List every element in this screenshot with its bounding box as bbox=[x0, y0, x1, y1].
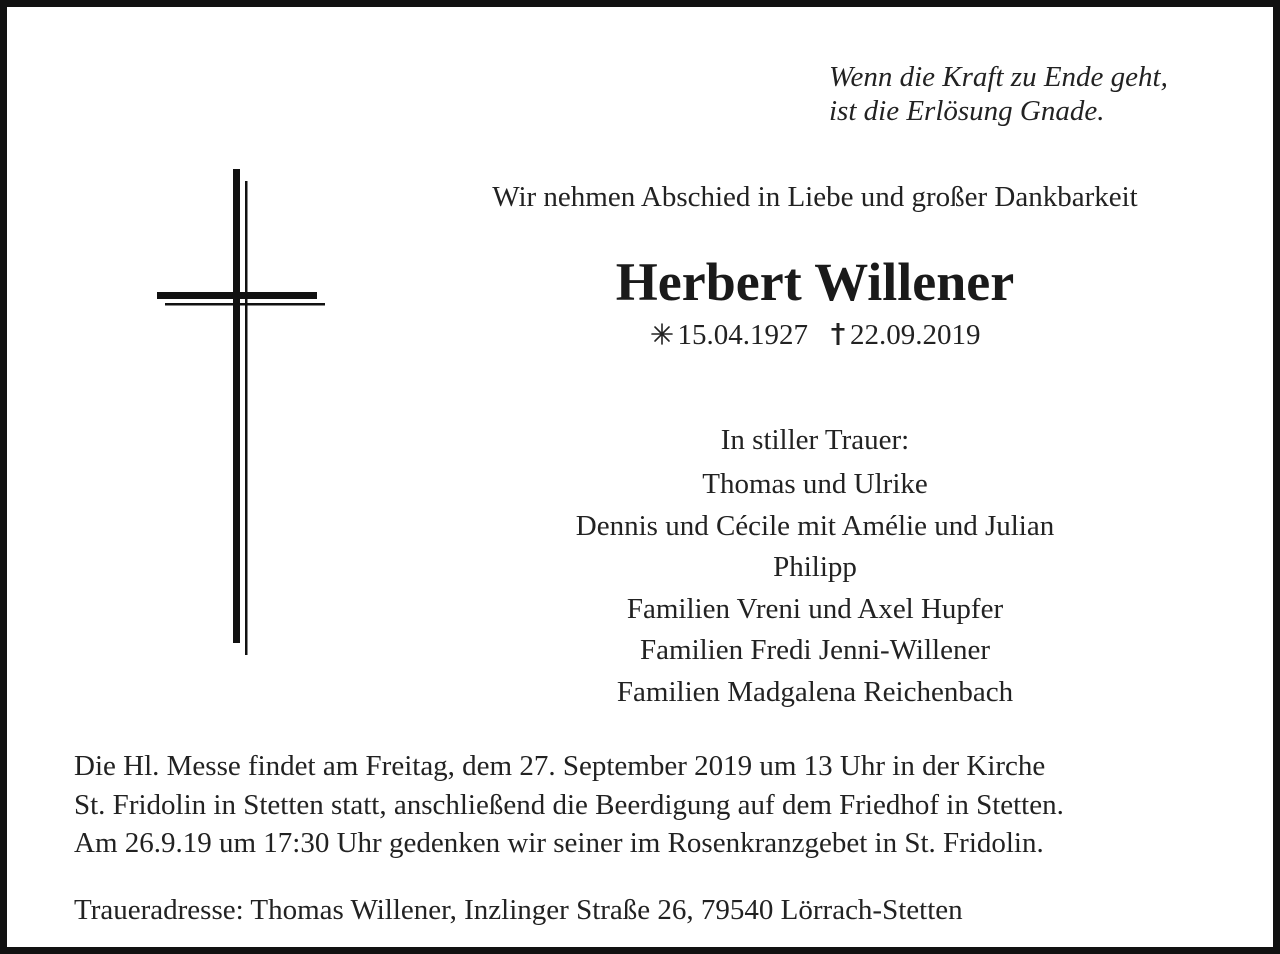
mourner-entry: Familien Madgalena Reichenbach bbox=[616, 675, 1014, 708]
mourner-entry: Thomas und Ulrike bbox=[702, 468, 928, 500]
birth-star-icon bbox=[650, 322, 674, 346]
mourner-entry: Philipp bbox=[773, 551, 857, 584]
life-dates bbox=[387, 316, 1243, 354]
notice-line-3: Am 26.9.19 um 17:30 Uhr gedenken wir seiner im Rosenkranzgebet in St. Fridolin. bbox=[74, 827, 1044, 859]
notice-line-2: St. Fridolin in Stetten statt, anschließend die Beerdigung auf dem Friedhof in Stetten. bbox=[74, 788, 1064, 821]
farewell-intro: Wir nehmen Abschied in Liebe und großer Dankbarkeit bbox=[492, 181, 1138, 213]
deceased-name: Herbert Willener bbox=[615, 252, 1015, 312]
notice-line-1: Die Hl. Messe findet am Freitag, dem 27. September 2019 um 13 Uhr in der Kirche bbox=[74, 750, 1046, 782]
mourners-list bbox=[387, 464, 1243, 714]
mourner-entry: Familien Fredi Jenni-Willener bbox=[640, 634, 990, 667]
funeral-notice bbox=[74, 747, 1064, 863]
mourner-entry: Familien Vreni und Axel Hupfer bbox=[626, 592, 1004, 625]
motto-quote bbox=[829, 60, 1168, 128]
death-cross-icon bbox=[830, 322, 846, 346]
mourning-address: Traueradresse: Thomas Willener, Inzlinger Straße 26, 79540 Lörrach-Stetten bbox=[74, 894, 963, 926]
motto-line-2: ist die Erlösung Gnade. bbox=[829, 95, 1105, 127]
cross-icon bbox=[153, 167, 329, 659]
death-date: 22.09.2019 bbox=[850, 319, 981, 351]
mourner-entry: Dennis und Cécile mit Amélie und Julian bbox=[575, 509, 1055, 542]
birth-date: 15.04.1927 bbox=[677, 319, 808, 351]
mourning-label: In stiller Trauer: bbox=[720, 424, 910, 456]
motto-line-1: Wenn die Kraft zu Ende geht, bbox=[829, 61, 1168, 93]
